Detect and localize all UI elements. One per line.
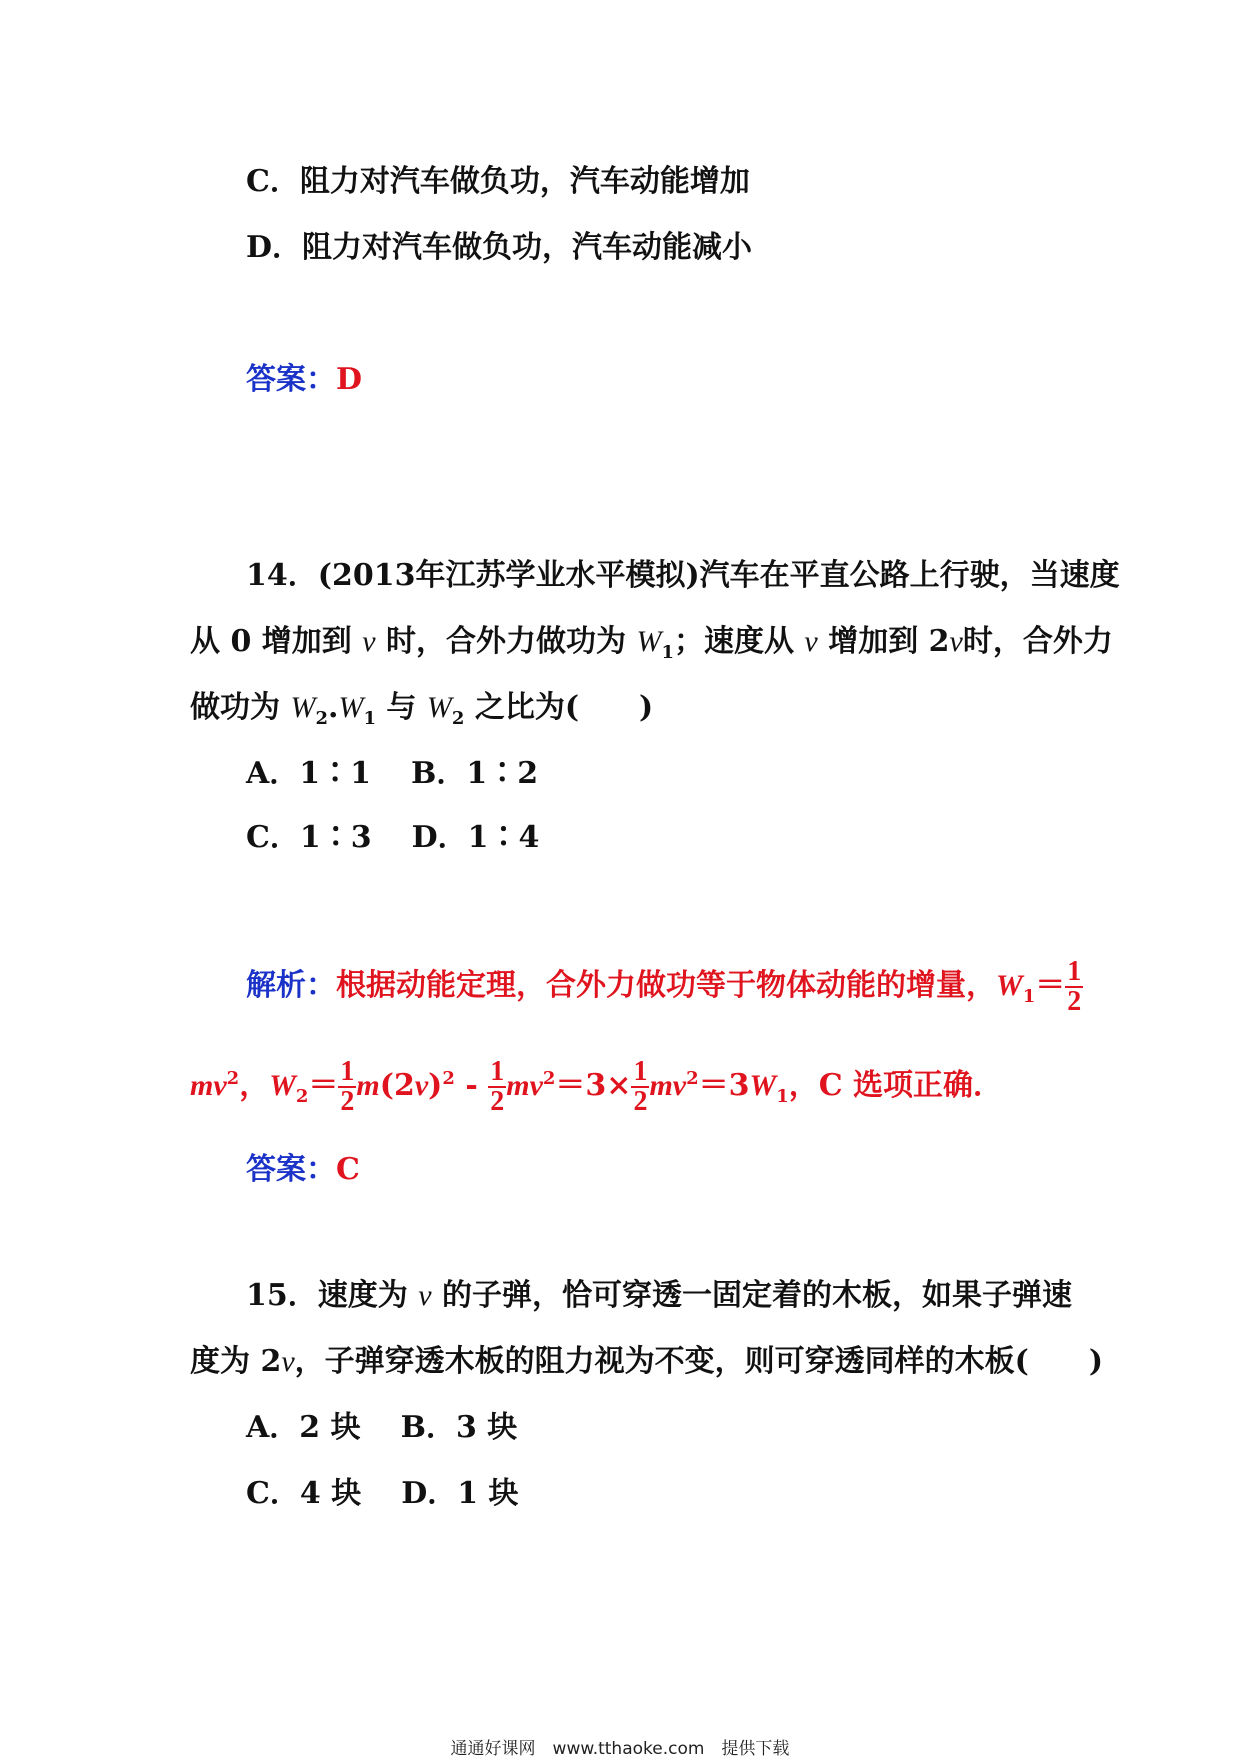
q14-analysis-line2: $mv^2$，$W_2=$ $\frac{1}{2}$ $m(2v)^2$ - $\frac{1}{2}$ $mv^2=3\times$ $\frac{1}{2}$ $mv^2=3W_1$，C 选项正确．	[190, 1056, 1004, 1117]
q15-options-cd: C．4 块 D．1 块	[246, 1476, 519, 1511]
q14-options-ab: A．1∶1 B．1∶2	[246, 756, 539, 791]
q14-stem-line1: 14．(2013年江苏学业水平模拟)汽车在平直公路上行驶，当速度	[246, 558, 1120, 593]
half-fraction: $\frac{1}{2}$	[633, 1056, 648, 1117]
q13-option-c: C．阻力对汽车做负功，汽车动能增加	[246, 164, 750, 199]
q14-stem-line2: 从 0 增加到 v 时，合外力做功为 $W_1$；速度从 v 增加到 2v时，合外力	[190, 624, 1113, 663]
half-fraction: $\frac{1}{2}$	[490, 1056, 505, 1117]
q14-options-cd: C．1∶3 D．1∶4	[246, 820, 540, 855]
page-footer: 通通好课网 www.tthaoke.com 提供下载	[450, 1739, 790, 1759]
q14-answer: 答案：C	[246, 1152, 360, 1187]
q14-analysis-line1: 解析：根据动能定理，合外力做功等于物体动能的增量，$W_1=$ $\frac{1}{2}$	[246, 956, 1082, 1017]
q15-stem-line2: 度为 2v，子弹穿透木板的阻力视为不变，则可穿透同样的木板( )	[190, 1344, 1104, 1379]
q15-stem-line1: 15．速度为 v 的子弹，恰可穿透一固定着的木板，如果子弹速	[246, 1278, 1072, 1313]
q14-stem-line3: 做功为 $W_2.W_1$ 与 $W_2$ 之比为( )	[190, 690, 654, 729]
q15-options-ab: A．2 块 B．3 块	[246, 1410, 518, 1445]
half-fraction: $\frac{1}{2}$	[1067, 956, 1082, 1017]
half-fraction: $\frac{1}{2}$	[340, 1056, 355, 1117]
q13-answer: 答案：D	[246, 362, 363, 397]
q13-option-d: D．阻力对汽车做负功，汽车动能减小	[246, 230, 753, 265]
